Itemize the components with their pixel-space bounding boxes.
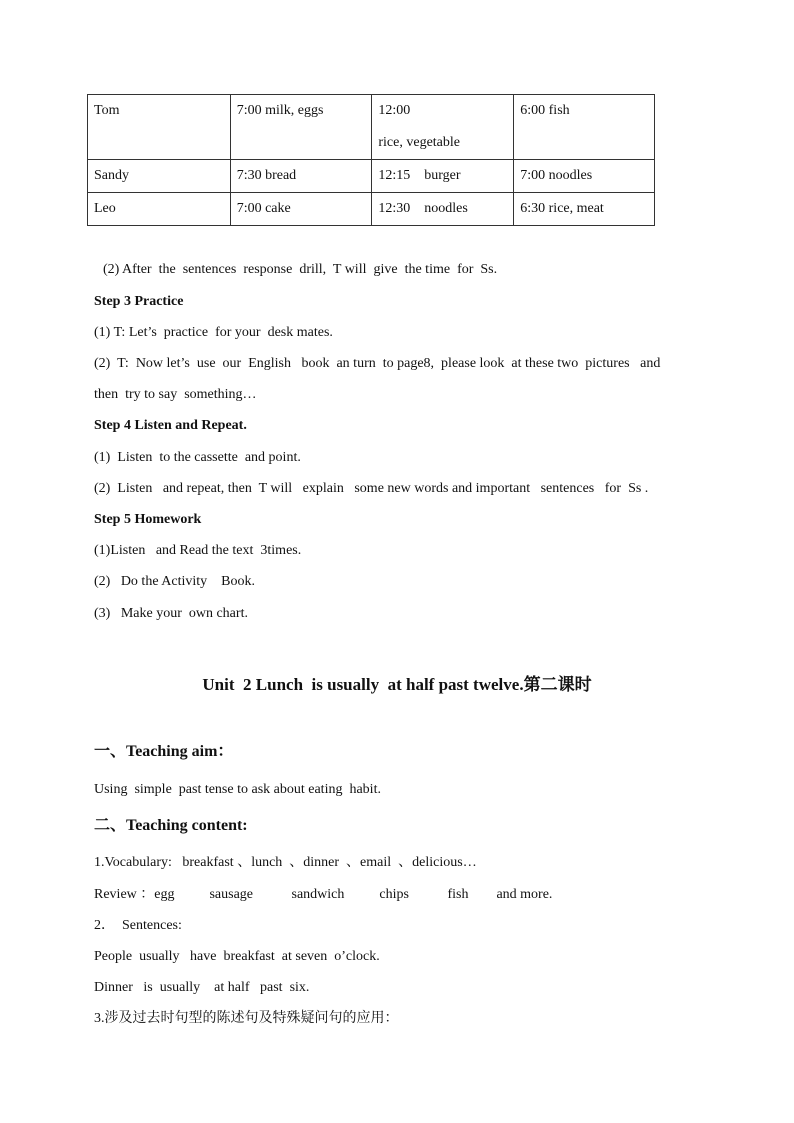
- cell-dinner: 6:00 fish: [520, 103, 570, 118]
- sentences-label: 2． Sentences:: [94, 918, 182, 933]
- cell-lunch: 12:30 noodles: [378, 201, 468, 216]
- sentence-1: People usually have breakfast at seven o’clock.: [94, 949, 380, 964]
- table-cell: [230, 160, 372, 193]
- cell-dinner: 7:00 noodles: [520, 168, 593, 183]
- table-cell: [230, 193, 372, 226]
- step5-heading: Step 5 Homework: [94, 512, 202, 527]
- table-cell: [230, 95, 372, 160]
- cell-lunch-time: 12:00: [378, 103, 411, 118]
- step5-item-3: (3) Make your own chart.: [94, 606, 248, 621]
- step3-item-2-cont: then try to say something…: [94, 387, 257, 402]
- sentence-2: Dinner is usually at half past six.: [94, 980, 310, 995]
- meal-times-table: [87, 94, 655, 226]
- item-3: 3.涉及过去时句型的陈述句及特殊疑问句的应用：: [94, 1011, 399, 1026]
- cell-name: Sandy: [94, 168, 129, 183]
- step3-heading: Step 3 Practice: [94, 294, 184, 309]
- cell-dinner: 6:30 rice, meat: [520, 201, 604, 216]
- cell-name: Leo: [94, 201, 116, 216]
- cell-breakfast: 7:00 cake: [236, 201, 291, 216]
- drill-note: (2) After the sentences response drill, T will give the time for Ss.: [103, 262, 498, 277]
- step4-item-2: (2) Listen and repeat, then T will explain some new words and important sentences for Ss .: [94, 481, 649, 496]
- cell-lunch-food: rice, vegetable: [378, 135, 460, 150]
- unit-title: Unit 2 Lunch is usually at half past twelve.第二课时: [202, 675, 592, 694]
- cell-breakfast: 7:30 bread: [236, 168, 297, 183]
- table-cell: [514, 160, 655, 193]
- step4-item-1: (1) Listen to the cassette and point.: [94, 450, 301, 465]
- table-cell: [88, 95, 231, 160]
- step3-item-2: (2) T: Now let’s use our English book an turn to page8, please look at these two pictures and: [94, 356, 661, 371]
- section1-heading: 一、Teaching aim：: [94, 743, 234, 760]
- step3-item-1: (1) T: Let’s practice for your desk mates.: [94, 325, 333, 340]
- table-cell: [514, 95, 655, 160]
- step5-item-1: (1)Listen and Read the text 3times.: [94, 543, 302, 558]
- cell-name: Tom: [94, 103, 120, 118]
- cell-breakfast: 7:00 milk, eggs: [236, 103, 324, 118]
- table-cell: [514, 193, 655, 226]
- step4-heading: Step 4 Listen and Repeat.: [94, 418, 247, 433]
- vocabulary-line: 1.Vocabulary: breakfast 、lunch 、dinner 、email 、delicious…: [94, 855, 477, 870]
- table-row: [88, 160, 655, 193]
- step5-item-2: (2) Do the Activity Book.: [94, 574, 255, 589]
- table-row: [88, 95, 655, 160]
- table-cell: [372, 160, 514, 193]
- table-cell: [88, 193, 231, 226]
- section2-heading: 二、Teaching content:: [94, 817, 248, 834]
- section1-text: Using simple past tense to ask about eating habit.: [94, 782, 381, 797]
- cell-lunch: 12:15 burger: [378, 168, 461, 183]
- review-line: Review ：egg sausage sandwich chips fish and more.: [94, 887, 553, 902]
- table-row: [88, 193, 655, 226]
- table-cell: [372, 95, 514, 160]
- table-cell: [372, 193, 514, 226]
- table-cell: [88, 160, 231, 193]
